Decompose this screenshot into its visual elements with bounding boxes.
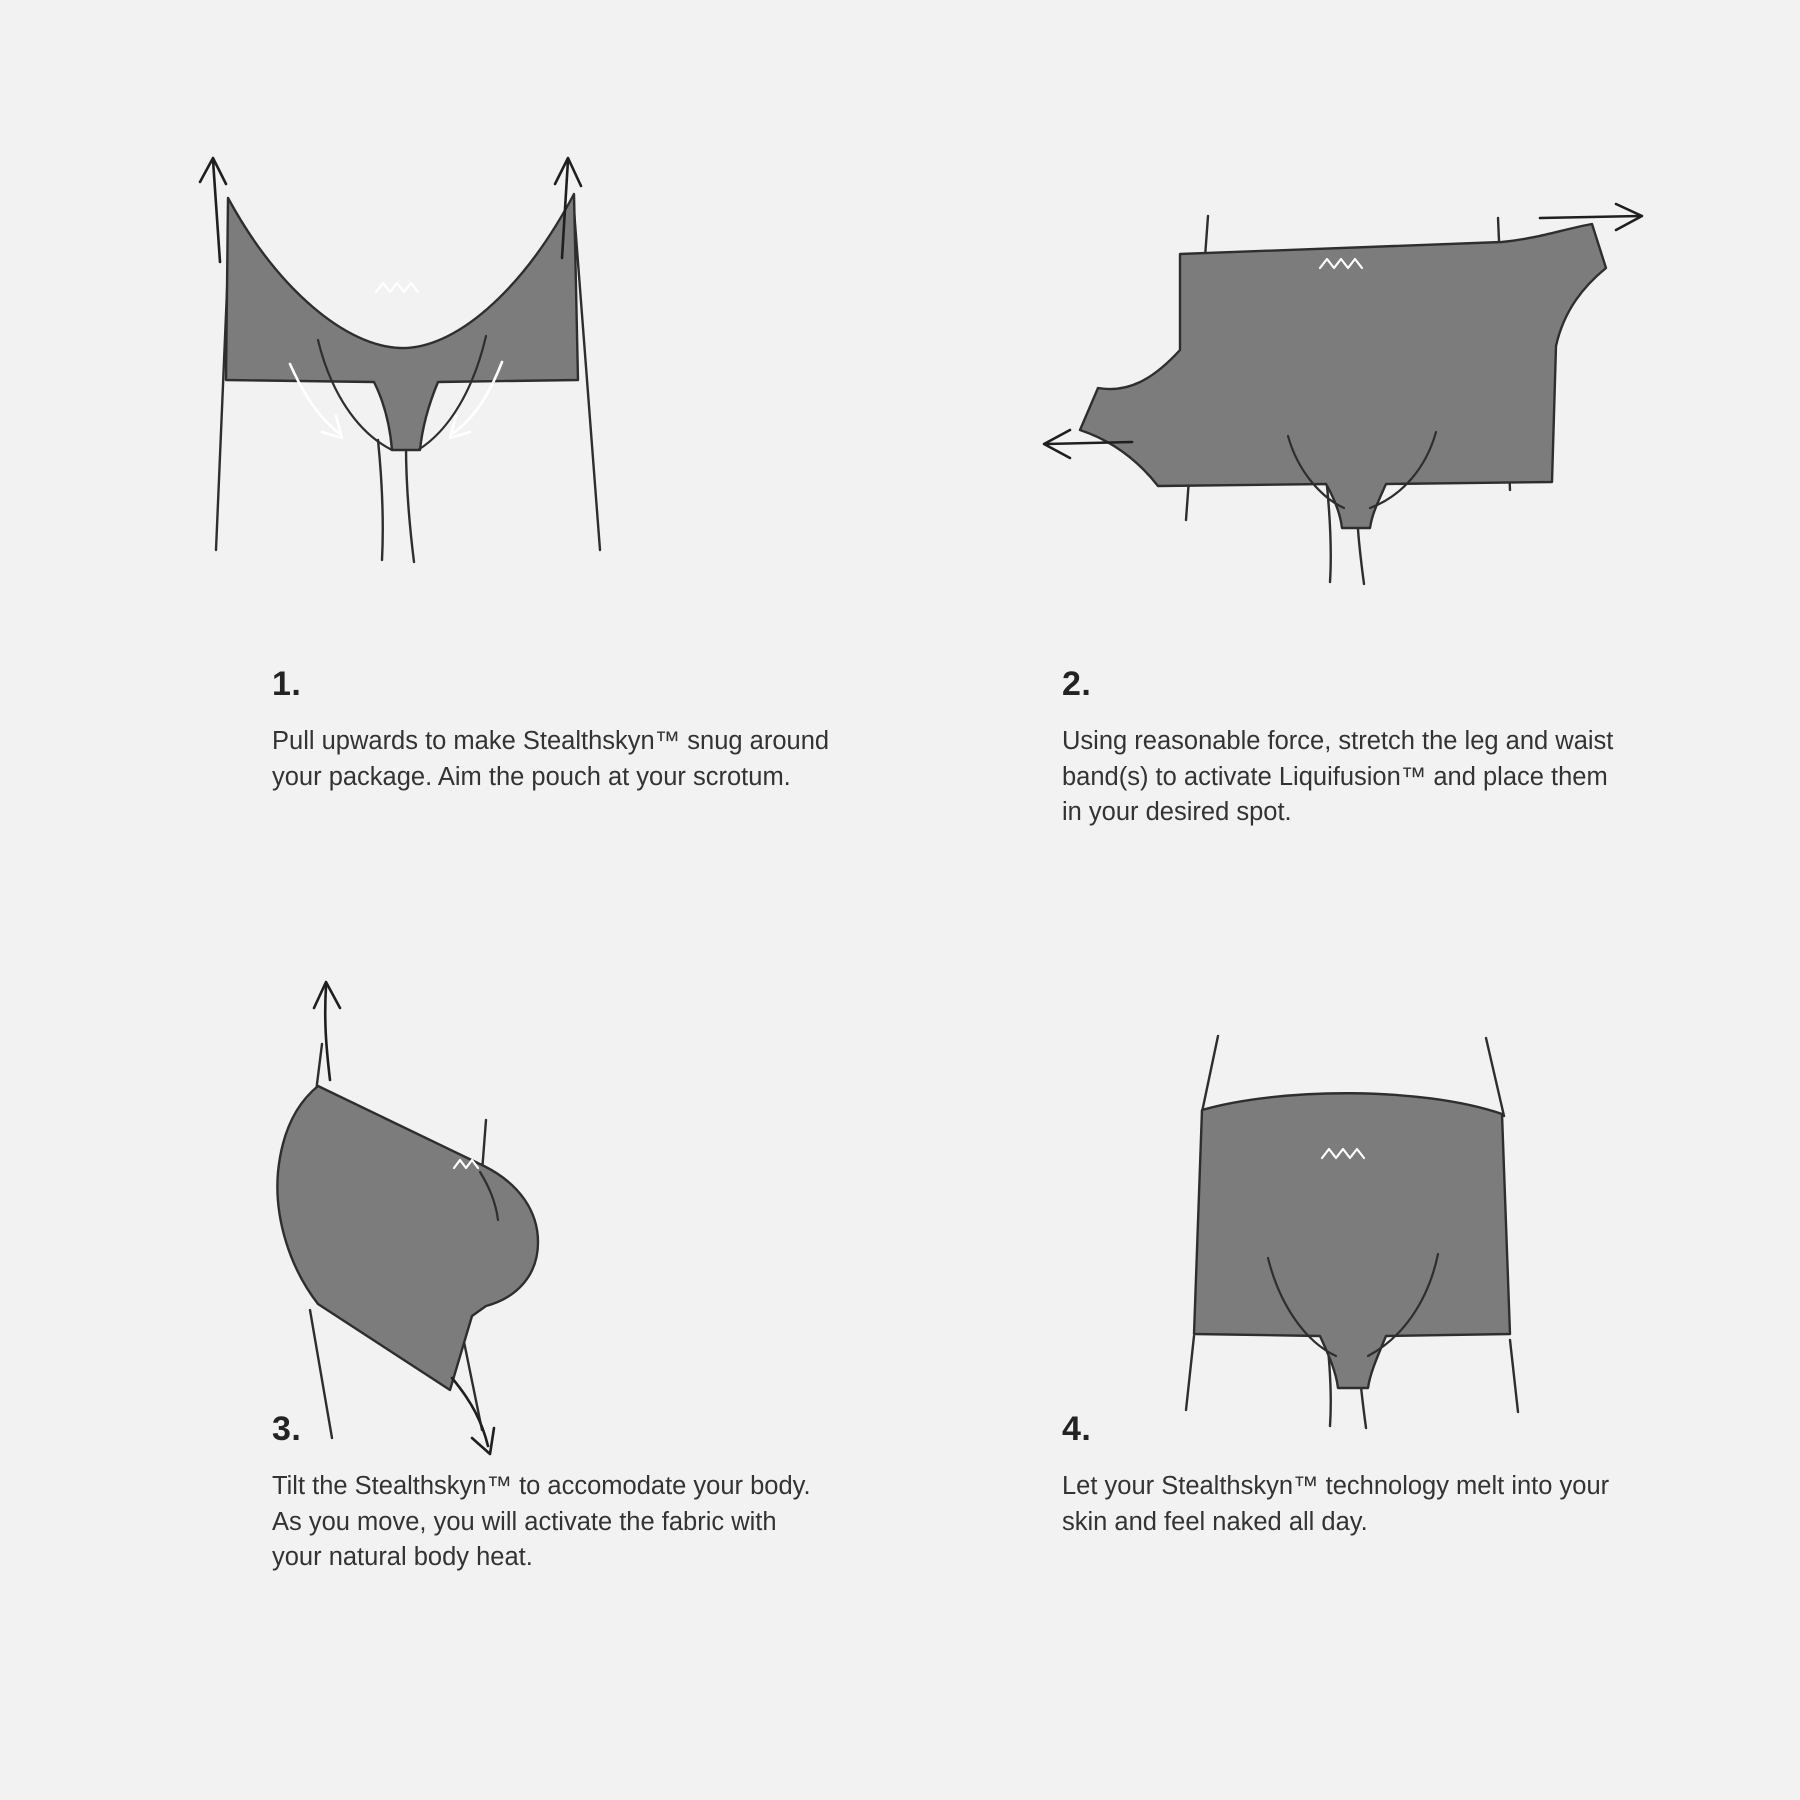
caption-step-3 xyxy=(272,1410,900,1576)
step-text-2: Using reasonable force, stretch the leg and waist band(s) to activate Liquifusion™ and place them in your desired spot. xyxy=(1062,727,1614,827)
illustration-step-3 xyxy=(0,960,900,1480)
caption-step-4 xyxy=(1062,1410,1800,1540)
step-number-1: 1. xyxy=(272,665,302,703)
illustration-step-1 xyxy=(0,150,900,620)
caption-step-2 xyxy=(1062,665,1800,831)
step-card-4 xyxy=(900,900,1800,1800)
illustration-step-2 xyxy=(900,190,1800,620)
step-card-2 xyxy=(900,0,1800,900)
step-text-1: Pull upwards to make Stealthskyn™ snug around your package. Aim the pouch at your scrotum. xyxy=(272,727,830,791)
step-card-1 xyxy=(0,0,900,900)
step-number-4: 4. xyxy=(1062,1410,1092,1448)
step-text-4: Let your Stealthskyn™ technology melt into your skin and feel naked all day. xyxy=(1062,1472,1610,1536)
step-number-2: 2. xyxy=(1062,665,1092,703)
step-text-3: Tilt the Stealthskyn™ to accomodate your body. As you move, you will activate the fabric with your natural body heat. xyxy=(272,1472,811,1572)
illustration-step-4 xyxy=(900,1030,1800,1450)
step-number-3: 3. xyxy=(272,1410,302,1448)
step-card-3 xyxy=(0,900,900,1800)
caption-step-1 xyxy=(272,665,900,795)
